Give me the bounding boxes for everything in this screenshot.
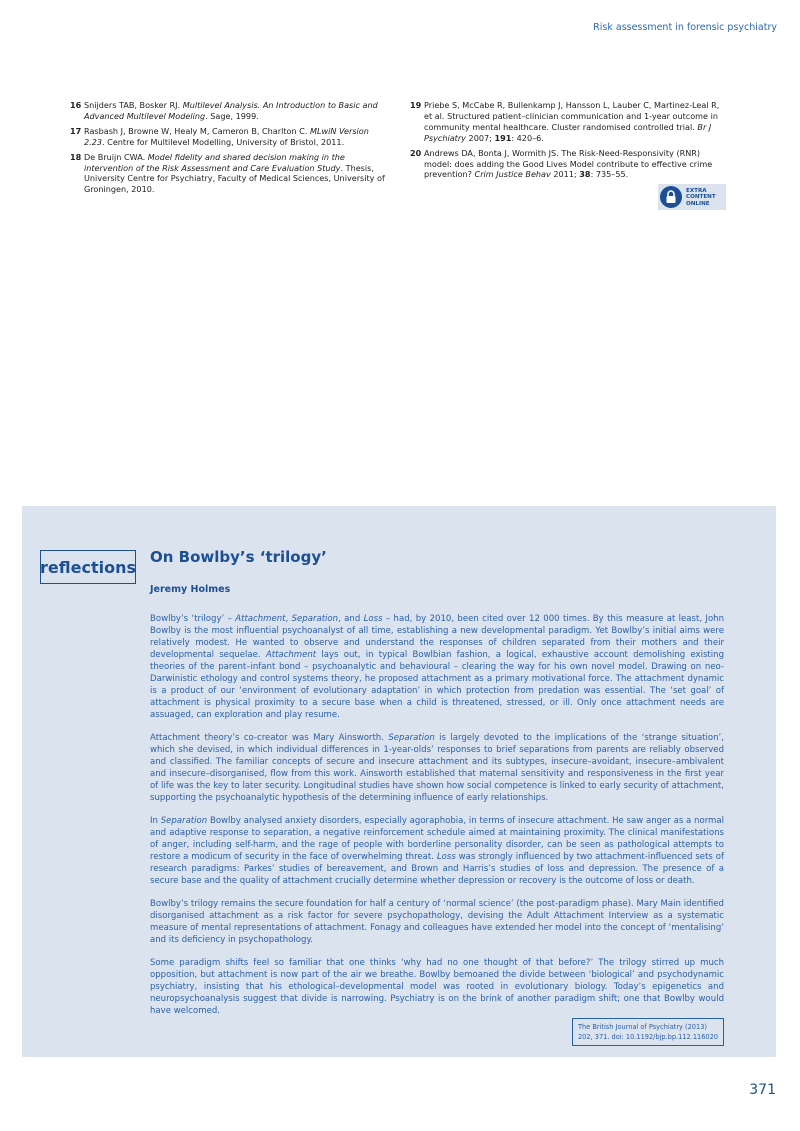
reference-number: 17 [70,125,82,136]
running-head: Risk assessment in forensic psychiatry [593,22,777,33]
extra-content-online-badge[interactable] [658,184,726,210]
reference-text: De Bruijn CWA. Model fidelity and shared decision making in the intervention of the Risk Assessment and Care Evaluation Study. Thesis, University Centre for Psychiatry, Faculty of Medical Sciences, University of Groningen, 2010. [84,151,385,195]
reflections-tag: reflections [40,550,136,584]
reference-item [70,126,390,148]
article-paragraph: Attachment theory’s co-creator was Mary Ainsworth. Separation is largely devoted to the implications of the ‘strange situation’, which she devised, in which individual differences in 1-year-olds’ responses to brief separations from parents are reliably observed and classified. The familiar concepts of secure and insecure attachment and its subtypes, insecure–avoidant, insecure–ambivalent and insecure–disorganised, flow from this work. Ainsworth established that maternal sensitivity and responsiveness in the first year of life was the key to later security. Longitudinal studies have shown how social competence is linked to early security of attachment, supporting the psychoanalytic hypothesis of the determining influence of early relationships. [150,733,724,803]
reflections-article [150,548,724,1028]
reference-item [410,100,730,144]
reference-text: Priebe S, McCabe R, Bullenkamp J, Hansson L, Lauber C, Martinez-Leal R, et al. Structured patient–clinician communication and 1-year outcome in community mental healthcare. Cluster randomised controlled trial. Br J Psychiatry 2007; 191: 420–6. [424,100,720,143]
reference-number: 19 [410,100,422,110]
reference-list [70,100,730,210]
reference-number: 18 [70,151,82,162]
article-paragraph: Some paradigm shifts feel so familiar that one thinks ‘why had no one thought of that before?’ The trilogy stirred up much opposition, but attachment is now part of the air we breathe. Bowlby bemoaned the divide between ‘biological’ and psychodynamic psychiatry, insisting that his ethological–developmental model was rooted in evolutionary biology. Today’s epigenetics and neuropsychoanalysis suggest that divide is narrowing. Psychiatry is on the brink of another paradigm shift; one that Bowlby would have welcomed. [150,958,724,1016]
article-author: Jeremy Holmes [150,584,231,595]
reference-text: Snijders TAB, Bosker RJ. Multilevel Analysis. An Introduction to Basic and Advanced Multilevel Modeling. Sage, 1999. [84,100,378,121]
article-paragraph: Bowlby’s ‘trilogy’ – Attachment, Separation, and Loss – had, by 2010, been cited over 12 000 times. By this measure at least, John Bowlby is the most influential psychoanalyst of all time, establishing a new developmental paradigm. Yet Bowlby’s initial aims were relatively modest. He wanted to observe and understand the responses of children separated from their mothers and their developmental sequelae. Attachment lays out, in typical Bowlbian fashion, a logical, exhaustive account demolishing existing theories of the parent–infant bond – psychoanalytic and behavioural – clearing the way for his own novel model. Drawing on neo-Darwinistic ethology and control systems theory, he proposed attachment as a primary motivational force. The attachment dynamic is a product of our ‘environment of evolutionary adaptation’ in which protection from predation was essential. The ‘set goal’ of attachment is physical proximity to a secure base when a child is threatened, stressed, or ill. Only once attachment needs are assuaged, can exploration and play resume. [150,614,725,720]
reference-text: Andrews DA, Bonta J, Wormith JS. The Risk-Need-Responsivity (RNR) model: does adding the Good Lives Model contribute to effective crime prevention? Crim Justice Behav 2011; 38: 735–55. [424,147,713,180]
extra-content-label: EXTRA CONTENT ONLINE [686,187,716,207]
citation-line: 202, 371. doi: 10.1192/bjp.bp.112.116020 [577,1033,718,1041]
article-paragraph: In Separation Bowlby analysed anxiety disorders, especially agoraphobia, in terms of insecure attachment. He saw anger as a normal and adaptive response to separation, a negative reinforcement schedule aimed at maintaining proximity. The clinical manifestations of anger, including self-harm, and the rage of people with borderline personality disorder, can be seen as pathological attempts to restore a modicum of security in the face of overwhelming threat. Loss was strongly influenced by two attachment-influenced sets of research paradigms: Parkes’ studies of bereavement, and Brown and Harris’s studies of loss and depression. The presence of a secure base and the quality of attachment crucially determine whether depression or recovery is the outcome of loss or death. [150,816,724,886]
article-title: On Bowlby’s ‘trilogy’ [150,548,327,566]
citation-line: The British Journal of Psychiatry (2013) [577,1023,707,1031]
page-number: 371 [749,1082,776,1098]
reference-item [70,100,390,122]
reflections-panel [22,506,776,1057]
reference-number: 16 [70,100,82,110]
lock-icon [660,186,682,208]
reference-column-left [70,100,390,210]
reference-number: 20 [410,147,422,158]
reference-item [70,152,390,196]
reference-column-right [410,100,730,210]
reference-item [410,148,730,181]
citation-box [572,1018,724,1046]
article-body [150,613,724,1017]
article-paragraph: Bowlby’s trilogy remains the secure foundation for half a century of ‘normal science’ (the post-paradigm phase). Mary Main identified disorganised attachment as a risk factor for severe psychopathology, devising the Adult Attachment Interview as a systematic measure of mental representations of attachment. Fonagy and colleagues have extended her model into the concept of ‘mentalising’ and its deficiency in psychopathology. [150,899,724,945]
reference-text: Rasbash J, Browne W, Healy M, Cameron B, Charlton C. MLwiN Version 2.23. Centre for Multilevel Modelling, University of Bristol, 2011. [84,125,369,147]
